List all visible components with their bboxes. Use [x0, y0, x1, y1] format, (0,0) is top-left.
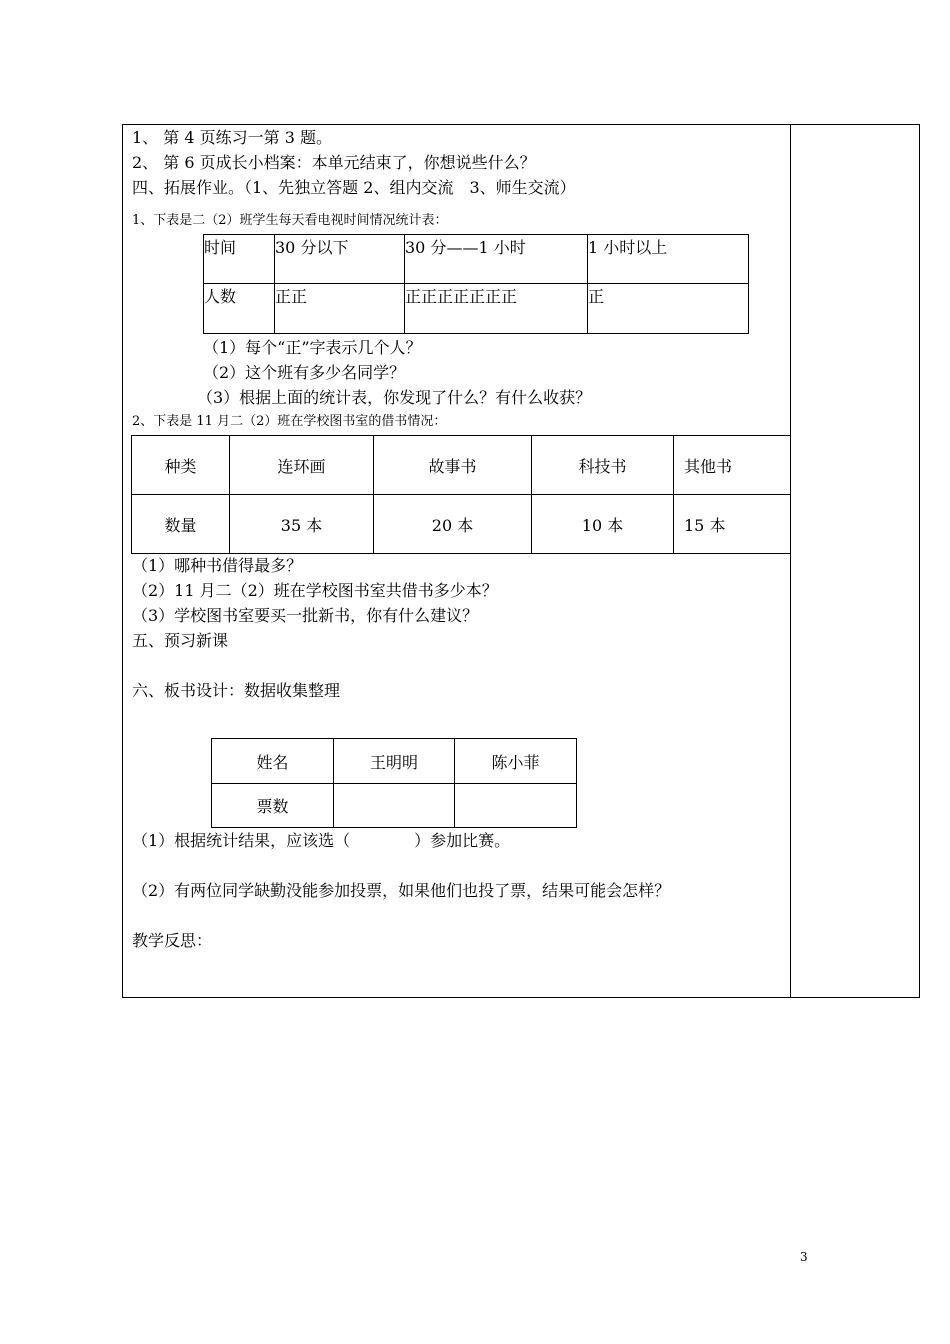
table-cell: 王明明	[334, 739, 455, 784]
table-cell: 票数	[212, 784, 334, 828]
table-cell: 10 本	[532, 495, 674, 554]
question-1-b: （2）这个班有多少名同学？	[203, 363, 406, 382]
table-cell	[334, 784, 455, 828]
teaching-reflection-label: 教学反思：	[132, 931, 213, 950]
tv-time-table	[203, 234, 749, 334]
question-2-b: （2）11 月二（2）班在学校图书室共借书多少本？	[132, 581, 498, 600]
table-cell: 1 小时以上	[588, 235, 749, 284]
table-cell: 正正	[275, 284, 405, 334]
section-4-heading: 四、拓展作业。（1、先独立答题 2、组内交流 3、师生交流）	[132, 178, 576, 197]
question-2-c: （3）学校图书室要买一批新书，你有什么建议？	[132, 606, 479, 625]
section-5-heading: 五、预习新课	[132, 631, 229, 650]
question-2-intro: 2、下表是 11 月二（2）班在学校图书室的借书情况：	[132, 414, 447, 429]
vote-table	[211, 738, 577, 828]
vote-question-1: （1）根据统计结果，应该选（ ）参加比赛。	[132, 831, 511, 850]
library-borrow-table	[131, 435, 791, 554]
table-cell: 故事书	[374, 436, 532, 495]
table-cell: 姓名	[212, 739, 334, 784]
page-number: 3	[800, 1250, 808, 1264]
question-1-intro: 1、下表是二（2）班学生每天看电视时间情况统计表：	[132, 213, 448, 228]
table-cell: 种类	[132, 436, 230, 495]
table-cell: 30 分以下	[275, 235, 405, 284]
question-1-c: （3）根据上面的统计表，你发现了什么？有什么收获？	[197, 388, 592, 407]
table-cell: 科技书	[532, 436, 674, 495]
homework-line-1: 1、 第 4 页练习一第 3 题。	[132, 128, 332, 147]
table-cell: 20 本	[374, 495, 532, 554]
table-cell: 正正正正正正正	[405, 284, 588, 334]
section-6-heading: 六、板书设计：数据收集整理	[132, 681, 341, 700]
table-cell: 15 本	[674, 495, 791, 554]
table-cell: 35 本	[230, 495, 374, 554]
table-cell	[455, 784, 577, 828]
table-cell: 陈小菲	[455, 739, 577, 784]
table-cell: 其他书	[674, 436, 791, 495]
table-cell: 30 分——1 小时	[405, 235, 588, 284]
vote-question-2: （2）有两位同学缺勤没能参加投票，如果他们也投了票，结果可能会怎样？	[132, 881, 671, 900]
homework-line-2: 2、 第 6 页成长小档案：本单元结束了，你想说些什么？	[132, 153, 536, 172]
frame-divider	[790, 125, 791, 997]
question-1-a: （1）每个“正”字表示几个人？	[203, 338, 422, 357]
table-cell: 时间	[204, 235, 275, 284]
table-cell: 连环画	[230, 436, 374, 495]
table-cell: 数量	[132, 495, 230, 554]
table-cell: 正	[588, 284, 749, 334]
question-2-a: （1）哪种书借得最多？	[132, 556, 303, 575]
table-cell: 人数	[204, 284, 275, 334]
